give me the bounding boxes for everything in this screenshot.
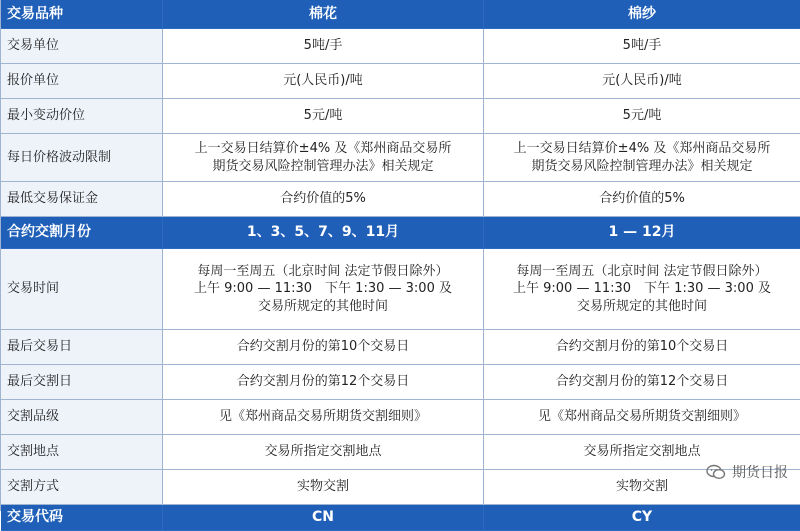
row-label: 合约交割月份 — [1, 217, 163, 249]
row-label: 交易单位 — [1, 29, 163, 64]
cell-cotton — [163, 470, 484, 505]
cell-line: 上一交易日结算价±4% 及《郑州商品交易所 — [194, 140, 452, 156]
cell-line: 上一交易日结算价±4% 及《郑州商品交易所 — [513, 140, 771, 156]
cell-cotton — [163, 400, 484, 435]
cell-cotton — [163, 134, 484, 182]
cell-cotton — [163, 217, 484, 249]
cell-line: 合约交割月份的第12个交易日 — [555, 374, 729, 390]
cell-cotton — [163, 64, 484, 99]
row-label: 最后交割日 — [1, 365, 163, 400]
cell-cotton — [163, 435, 484, 470]
cell-line: 合约交割月份的第10个交易日 — [555, 339, 729, 355]
cell-line: 实物交割 — [296, 479, 349, 495]
cell-yarn — [484, 249, 800, 330]
cell-yarn — [484, 182, 800, 217]
cell-line: 交易所指定交割地点 — [583, 444, 701, 460]
cell-line: 元(人民币)/吨 — [602, 73, 682, 89]
cell-line: 期货交易风险控制管理办法》相关规定 — [212, 158, 434, 174]
cell-line: 1 — 12月 — [608, 224, 676, 241]
cell-yarn — [484, 64, 800, 99]
cell-yarn — [484, 365, 800, 400]
cell-cotton — [163, 330, 484, 365]
row-label: 交割地点 — [1, 435, 163, 470]
cell-line: 上午 9:00 — 11:30 下午 1:30 — 3:00 及 — [194, 281, 452, 297]
row-label: 交易代码 — [1, 505, 163, 531]
cell-line: 实物交割 — [615, 479, 668, 495]
cell-line: 5元/吨 — [303, 108, 343, 124]
cell-yarn — [484, 134, 800, 182]
cell-yarn — [484, 29, 800, 64]
cell-yarn — [484, 217, 800, 249]
cell-line: 5元/吨 — [622, 108, 662, 124]
cell-line: 合约价值的5% — [280, 191, 366, 207]
cell-line: 见《郑州商品交易所期货交割细则》 — [218, 409, 427, 425]
header-col-cotton: 棉花 — [163, 0, 484, 29]
cell-yarn — [484, 400, 800, 435]
cell-line: 5吨/手 — [303, 38, 343, 54]
cell-line: 合约交割月份的第10个交易日 — [236, 339, 410, 355]
cell-yarn — [484, 330, 800, 365]
cell-cotton — [163, 182, 484, 217]
row-label: 每日价格波动限制 — [1, 134, 163, 182]
wechat-icon — [706, 464, 726, 480]
row-label: 报价单位 — [1, 64, 163, 99]
row-label: 最后交易日 — [1, 330, 163, 365]
cell-line: CY — [631, 509, 653, 526]
cell-cotton — [163, 505, 484, 531]
row-label: 交割方式 — [1, 470, 163, 505]
row-label: 交易时间 — [1, 249, 163, 330]
cell-line: 期货交易风险控制管理办法》相关规定 — [531, 158, 753, 174]
cell-line: 见《郑州商品交易所期货交割细则》 — [537, 409, 746, 425]
header-col-yarn: 棉纱 — [484, 0, 800, 29]
cell-cotton — [163, 365, 484, 400]
cell-cotton — [163, 29, 484, 64]
cell-line: 合约交割月份的第12个交易日 — [236, 374, 410, 390]
cell-line: 元(人民币)/吨 — [283, 73, 363, 89]
cell-line: 5吨/手 — [622, 38, 662, 54]
cell-line: CN — [312, 509, 334, 526]
cell-line: 1、3、5、7、9、11月 — [246, 224, 400, 241]
watermark — [706, 462, 788, 482]
row-label: 最小变动价位 — [1, 99, 163, 134]
row-label: 交割品级 — [1, 400, 163, 435]
cell-line: 每周一至周五（北京时间 法定节假日除外） — [197, 263, 449, 279]
cell-yarn — [484, 505, 800, 531]
cell-cotton — [163, 99, 484, 134]
cell-cotton — [163, 249, 484, 330]
header-label: 交易品种 — [1, 0, 163, 29]
cell-line: 交易所规定的其他时间 — [576, 298, 707, 314]
cell-line: 每周一至周五（北京时间 法定节假日除外） — [516, 263, 768, 279]
cell-yarn — [484, 99, 800, 134]
cell-line: 上午 9:00 — 11:30 下午 1:30 — 3:00 及 — [513, 281, 771, 297]
cell-line: 交易所指定交割地点 — [264, 444, 382, 460]
row-label: 最低交易保证金 — [1, 182, 163, 217]
cell-line: 交易所规定的其他时间 — [257, 298, 388, 314]
cell-line: 合约价值的5% — [599, 191, 685, 207]
watermark-text: 期货日报 — [732, 465, 788, 481]
